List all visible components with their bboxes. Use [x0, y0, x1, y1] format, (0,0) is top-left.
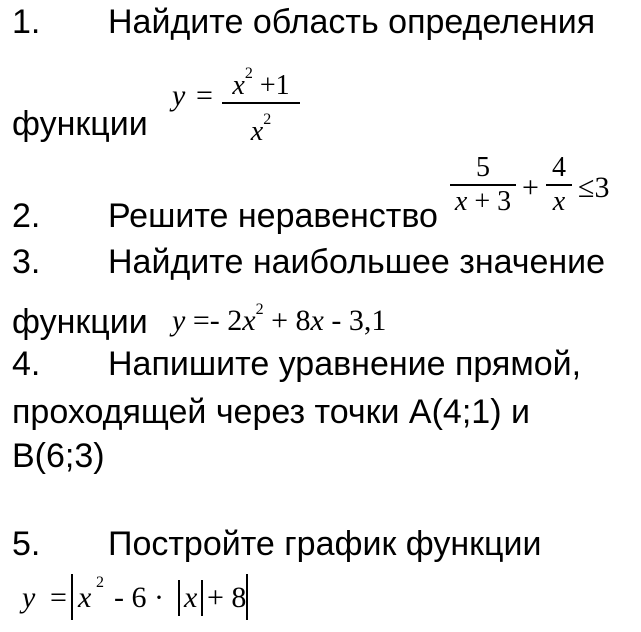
abs-bar-left: [71, 574, 73, 620]
abs-bar-inner-left: [178, 580, 180, 616]
problem-1-text: Найдите область определения: [108, 3, 596, 41]
problem-4-number: 4.: [12, 345, 41, 383]
problem-3-formula: [172, 294, 386, 337]
formula-b: + 8: [207, 581, 247, 614]
denominator-x: x: [250, 115, 264, 147]
problem-4-text-line2: проходящей через точки А(4;1) и: [12, 393, 530, 431]
abs-bar-right: [246, 574, 248, 620]
problem-5-number: 5.: [12, 525, 41, 563]
formula-exponent: 2: [255, 301, 264, 318]
problem-1-number: 1.: [12, 3, 41, 41]
problem-1-text-line2: функции: [12, 105, 148, 143]
formula-equals: =- 2: [192, 304, 243, 337]
numerator-x: x: [232, 70, 245, 101]
abs-bar-inner-right: [201, 580, 203, 616]
fraction-5: [450, 152, 516, 218]
problem-4-text-line3: В(6;3): [12, 437, 105, 475]
fraction-4: [546, 152, 572, 218]
formula-equals: =: [50, 581, 67, 614]
formula-tail: - 3,1: [331, 304, 387, 337]
formula-exponent: 2: [96, 574, 104, 591]
formula-fraction: [222, 58, 300, 148]
formula-x: x: [242, 304, 256, 337]
fraction-4-den: x: [552, 185, 566, 217]
formula-y: y: [172, 79, 186, 112]
formula-plus: +: [522, 171, 539, 204]
formula-y: y: [22, 581, 36, 614]
fraction-5-den-x: x: [454, 185, 468, 217]
problem-2-number: 2.: [12, 197, 41, 235]
problem-3-text: Найдите наибольшее значение: [108, 243, 606, 281]
formula-a: - 6 ·: [114, 581, 164, 614]
fraction-4-numerator: 4: [552, 152, 566, 183]
fraction-5-numerator: 5: [476, 152, 490, 183]
formula-equals: =: [196, 79, 213, 112]
formula-mid: + 8: [271, 304, 311, 337]
problem-4-text: Напишите уравнение прямой,: [108, 345, 582, 383]
problem-3-number: 3.: [12, 243, 41, 281]
numerator-rest: +1: [259, 70, 290, 101]
formula-y: y: [172, 304, 186, 337]
problem-5-text: Постройте график функции: [108, 525, 542, 563]
fraction-5-den-rest: + 3: [474, 185, 512, 217]
denominator-exponent: 2: [263, 110, 272, 128]
problem-2-text: Решите неравенство: [108, 197, 438, 235]
problem-3-text-line2: функции: [12, 303, 148, 341]
formula-rhs: ≤3: [578, 171, 610, 204]
formula-x2: x: [310, 304, 324, 337]
numerator-exponent: 2: [244, 65, 253, 82]
formula-x: x: [78, 581, 92, 614]
formula-x2: x: [184, 581, 198, 614]
